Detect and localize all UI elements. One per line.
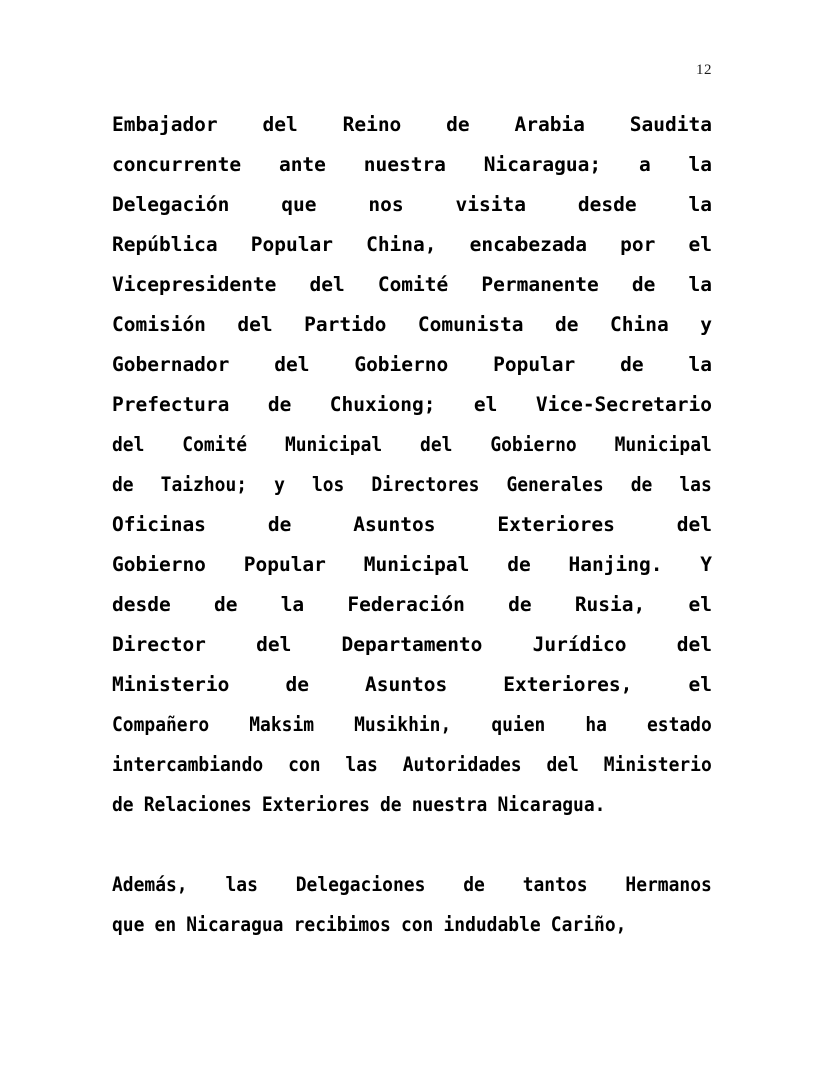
text-line xyxy=(112,112,712,152)
word: de xyxy=(267,513,292,536)
word: Relaciones xyxy=(143,793,252,816)
text-line xyxy=(112,752,712,792)
text-line xyxy=(112,712,712,752)
paragraph xyxy=(112,112,712,832)
word: Partido xyxy=(304,313,387,336)
word: del xyxy=(676,513,712,536)
word: del xyxy=(546,753,579,776)
word: del xyxy=(274,353,310,376)
word: Gobierno xyxy=(112,553,206,576)
word: concurrente xyxy=(112,153,242,176)
word: Delegación xyxy=(112,193,230,216)
text-line xyxy=(112,432,712,472)
word: Musikhin, xyxy=(354,713,452,736)
word: China, xyxy=(366,233,437,256)
word: con xyxy=(288,753,321,776)
word: quien xyxy=(491,713,546,736)
word: Generales xyxy=(506,473,604,496)
word: de xyxy=(267,393,292,416)
word: Exteriores xyxy=(261,793,370,816)
text-line xyxy=(112,352,712,392)
text-line xyxy=(112,872,712,912)
word: la xyxy=(280,593,305,616)
word: Arabia xyxy=(514,113,585,136)
word: de xyxy=(630,473,653,496)
word: nos xyxy=(368,193,404,216)
word: ante xyxy=(278,153,326,176)
word: la xyxy=(688,353,712,376)
word: Oficinas xyxy=(112,513,206,536)
text-line xyxy=(112,632,712,672)
word: Municipal xyxy=(284,433,383,456)
text-line xyxy=(112,672,712,712)
word: intercambiando xyxy=(112,753,264,776)
word: de xyxy=(213,593,238,616)
word: el xyxy=(688,673,712,696)
word: con xyxy=(400,913,434,936)
word: Comité xyxy=(377,273,449,296)
word: del xyxy=(237,313,273,336)
word: a xyxy=(638,153,651,176)
text-line xyxy=(112,512,712,552)
word: China xyxy=(610,313,669,336)
word: del xyxy=(420,433,453,456)
word: de xyxy=(631,273,656,296)
word: desde xyxy=(112,593,171,616)
text-line xyxy=(112,912,712,952)
word: desde xyxy=(577,193,637,216)
word: Popular xyxy=(250,233,333,256)
word: Asuntos xyxy=(365,673,448,696)
word: Directores xyxy=(371,473,480,496)
word: por xyxy=(620,233,656,256)
word: del xyxy=(262,113,298,136)
word: Municipal xyxy=(363,553,470,576)
word: el xyxy=(473,393,498,416)
word: la xyxy=(688,193,712,216)
word: ha xyxy=(585,713,607,736)
word: Y xyxy=(700,553,712,576)
word: Permanente xyxy=(481,273,599,296)
word: Saudita xyxy=(629,113,712,136)
word: Director xyxy=(112,633,206,656)
word: Taizhou; xyxy=(160,473,248,496)
word: las xyxy=(225,873,258,896)
word: de xyxy=(463,873,485,896)
word: recibimos xyxy=(293,913,391,936)
word: de xyxy=(112,793,134,816)
word: Nicaragua xyxy=(186,913,284,936)
word: la xyxy=(688,273,712,296)
word: la xyxy=(688,153,712,176)
word: Gobernador xyxy=(112,353,230,376)
word: tantos xyxy=(522,873,588,896)
word: Gobierno xyxy=(490,433,577,456)
text-line xyxy=(112,552,712,592)
word: Popular xyxy=(243,553,326,576)
word: Gobierno xyxy=(354,353,449,376)
text-line xyxy=(112,232,712,272)
word: de xyxy=(379,793,402,816)
word: el xyxy=(688,593,712,616)
word: República xyxy=(112,233,218,256)
word: Comunista xyxy=(417,313,524,336)
word: Departamento xyxy=(341,633,483,656)
text-line xyxy=(112,312,712,352)
word: y xyxy=(700,313,712,336)
text-line xyxy=(112,792,712,832)
word: de xyxy=(508,593,532,616)
word: indudable xyxy=(443,913,541,936)
word: Nicaragua; xyxy=(483,153,602,176)
word: Comité xyxy=(182,433,248,456)
word: Además, xyxy=(112,873,188,896)
word: Popular xyxy=(493,353,576,376)
word: Reino xyxy=(342,113,402,136)
word: Exteriores xyxy=(497,513,615,536)
text-line xyxy=(112,272,712,312)
word: Autoridades xyxy=(402,753,522,776)
word: de xyxy=(507,553,531,576)
word: nuestra xyxy=(411,793,488,816)
word: Nicaragua. xyxy=(497,793,606,816)
word: Compañero xyxy=(112,713,210,736)
word: de xyxy=(446,113,470,136)
document-body xyxy=(112,112,712,952)
word: encabezada xyxy=(469,233,588,256)
word: de xyxy=(620,353,644,376)
word: Federación xyxy=(347,593,465,616)
word: Ministerio xyxy=(603,753,712,776)
word: Jurídico xyxy=(532,633,627,656)
word: y xyxy=(274,473,285,496)
text-line xyxy=(112,472,712,512)
word: los xyxy=(311,473,345,496)
word: las xyxy=(679,473,712,496)
paragraph xyxy=(112,872,712,952)
word: Hanjing. xyxy=(568,553,663,576)
word: las xyxy=(345,753,378,776)
word: Ministerio xyxy=(112,673,230,696)
word: Municipal xyxy=(614,433,712,456)
word: de xyxy=(285,673,309,696)
word: estado xyxy=(646,713,712,736)
word: en xyxy=(154,913,177,936)
word: visita xyxy=(455,193,526,216)
word: del xyxy=(309,273,345,296)
word: del xyxy=(256,633,292,656)
word: Rusia, xyxy=(574,593,646,616)
word: Vicepresidente xyxy=(112,273,277,296)
page-number: 12 xyxy=(696,62,712,78)
word: Embajador xyxy=(112,113,218,136)
text-line xyxy=(112,152,712,192)
word: de xyxy=(555,313,579,336)
text-line xyxy=(112,392,712,432)
word: Delegaciones xyxy=(295,873,426,896)
word: que xyxy=(112,913,145,936)
text-line xyxy=(112,192,712,232)
word: del xyxy=(676,633,712,656)
word: Maksim xyxy=(249,713,315,736)
word: Comisión xyxy=(112,313,206,336)
word: que xyxy=(281,193,317,216)
word: nuestra xyxy=(363,153,446,176)
word: Hermanos xyxy=(625,873,712,896)
word: Chuxiong; xyxy=(329,393,436,416)
text-line xyxy=(112,592,712,632)
word: del xyxy=(112,433,145,456)
word: Asuntos xyxy=(353,513,436,536)
word: de xyxy=(112,473,134,496)
word: Vice-Secretario xyxy=(535,393,712,416)
word: Cariño, xyxy=(550,913,627,936)
word: el xyxy=(688,233,712,256)
word: Prefectura xyxy=(112,393,230,416)
word: Exteriores, xyxy=(503,673,633,696)
